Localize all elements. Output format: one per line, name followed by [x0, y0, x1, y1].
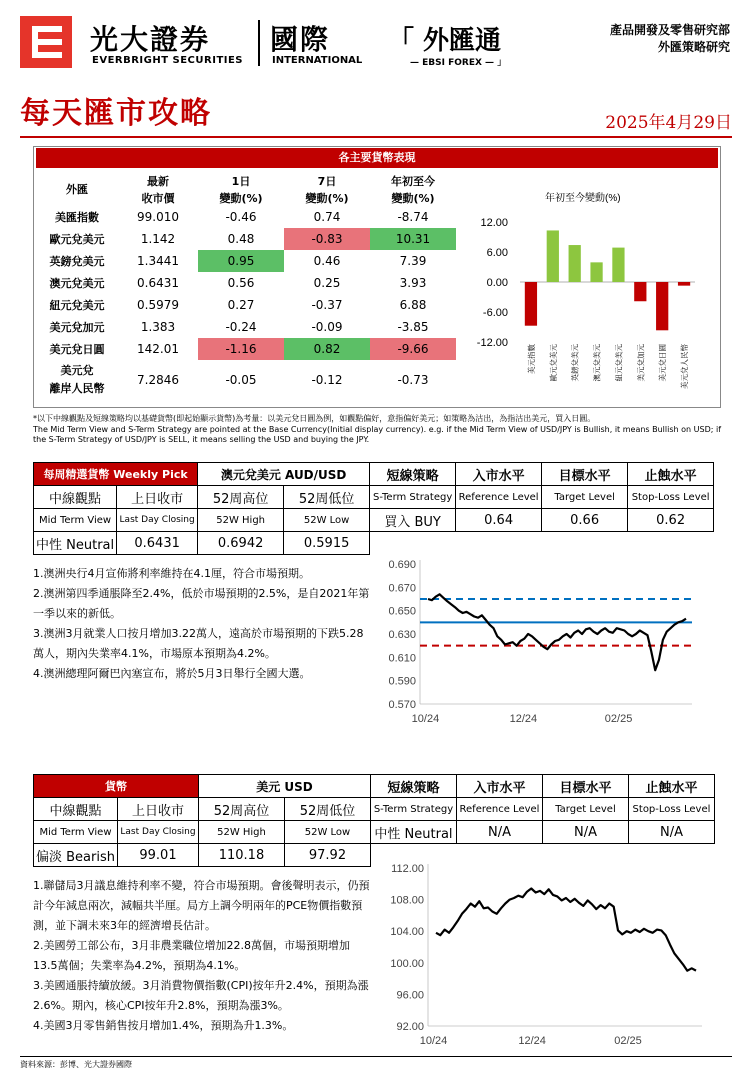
entry-header: 入市水平	[456, 463, 542, 486]
pair-label: 美匯指數	[55, 211, 99, 224]
entry-header-en: Reference Level	[456, 798, 542, 821]
pair-label	[36, 360, 118, 400]
report-date: 2025年4月29日	[605, 113, 732, 133]
y-tick-label: 0.570	[388, 699, 416, 711]
ytd-cell: 6.88	[399, 298, 427, 312]
last-close-header: 上日收市	[117, 798, 198, 821]
brand-name-cn: 光大證券	[90, 23, 211, 56]
y-tick-label: -12.00	[476, 337, 508, 349]
col-header-pair: 外匯	[66, 183, 88, 196]
weekly-pick-label: 每周精選貨幣 Weekly Pick	[34, 463, 198, 486]
d7-cell: -0.37	[311, 298, 343, 312]
y-tick-label: 0.610	[388, 652, 416, 665]
d1-cell: 0.48	[227, 232, 255, 246]
d1-cell: 0.56	[227, 276, 255, 290]
col-header-close: 最新	[147, 174, 169, 188]
usd-line-chart	[376, 860, 720, 1050]
aud-bullet-4: 4.澳洲總理阿爾巴內塞宣布，將於5月3日舉行全國大選。	[33, 667, 311, 680]
table-row	[36, 360, 456, 400]
strategy-value: 買入 BUY	[370, 509, 456, 532]
y-tick-label: 0.590	[388, 675, 416, 688]
ytd-cell: 3.93	[399, 276, 427, 290]
usd-bullet-1: 1.聯儲局3月議息維持利率不變，符合市場預期。會後聲明表示，仍預計今年減息兩次，減幅共半厘。局方上調今明兩年的PCE物價指數預測，並下調未來3年的經濟增長估計。	[33, 879, 370, 932]
department	[610, 22, 730, 56]
mid-view-header-en: Mid Term View	[34, 821, 118, 844]
close-cell: 1.142	[140, 232, 176, 246]
y-tick-label: 6.00	[486, 247, 508, 259]
y-tick-label: 0.650	[388, 605, 416, 618]
usd-pick-table	[33, 774, 715, 867]
bar	[612, 248, 624, 282]
high-value: 0.6942	[198, 532, 284, 555]
y-tick-label: 0.690	[388, 559, 416, 571]
x-tick-label: 美元兌日圓	[658, 344, 668, 382]
aud-bullet-2: 2.澳洲第四季通脹降至2.4%，低於市場預期的2.5%，是自2021年第一季以來的新低。	[33, 587, 370, 620]
bar	[656, 282, 668, 330]
department-line-2: 外匯策略研究	[657, 40, 730, 54]
y-tick-label: 92.00	[396, 1021, 424, 1033]
forex-brand-en: — EBSI FOREX — 」	[410, 58, 507, 68]
last-close-value: 0.6431	[117, 532, 198, 555]
mid-view-header: 中線觀點	[34, 486, 117, 509]
ytd-cell: -9.66	[370, 338, 456, 360]
pair-label: 紐元兌美元	[49, 299, 105, 312]
d1-cell: -0.05	[225, 373, 257, 387]
major-currency-table	[36, 172, 456, 400]
last-close-value: 99.01	[117, 844, 198, 867]
x-tick-label: 美元指數	[526, 344, 536, 374]
d7-cell: -0.83	[284, 228, 370, 250]
mid-view-header-en: Mid Term View	[34, 509, 117, 532]
department-line-1: 產品開發及零售研究部	[609, 23, 730, 37]
y-tick-label: 0.00	[486, 277, 508, 289]
ytd-cell: -0.73	[397, 373, 429, 387]
low-value: 97.92	[284, 844, 370, 867]
d1-cell: 0.95	[198, 250, 284, 272]
d7-cell: -0.12	[311, 373, 343, 387]
disclaimer-note	[33, 414, 733, 446]
y-tick-label: 108.00	[390, 894, 424, 907]
d7-cell: -0.09	[311, 320, 343, 334]
last-close-header-en: Last Day Closing	[117, 509, 198, 532]
stoploss-value: 0.62	[628, 509, 714, 532]
table-row	[36, 338, 456, 360]
high-header-en: 52W High	[198, 821, 284, 844]
ytd-cell: -3.85	[397, 320, 429, 334]
aud-pick-table	[33, 462, 714, 555]
close-cell: 99.010	[137, 210, 179, 224]
entry-header-en: Reference Level	[456, 486, 542, 509]
target-value: 0.66	[542, 509, 628, 532]
d7-cell: 0.82	[284, 338, 370, 360]
d1-cell: -1.16	[198, 338, 284, 360]
international-en: INTERNATIONAL	[272, 55, 363, 66]
international-cn: 國際	[270, 23, 331, 56]
close-cell: 7.2846	[137, 373, 179, 387]
source-footer: 資料來源：彭博、光大證券國際	[20, 1056, 732, 1070]
usd-bullet-4: 4.美國3月零售銷售按月增加1.4%，預期為升1.3%。	[33, 1019, 294, 1032]
d1-cell: 0.27	[227, 298, 255, 312]
close-cell: 1.383	[140, 320, 176, 334]
d7-cell: 0.25	[313, 276, 341, 290]
close-cell: 1.3441	[137, 254, 179, 268]
entry-header: 入市水平	[456, 775, 542, 798]
d7-cell: 0.46	[313, 254, 341, 268]
y-tick-label: 12.00	[480, 217, 508, 229]
x-tick-label: 10/24	[419, 1035, 448, 1047]
price-series-line	[428, 594, 686, 670]
bar	[525, 282, 537, 326]
stoploss-header: 止蝕水平	[628, 463, 714, 486]
strategy-header-en: S-Term Strategy	[370, 486, 456, 509]
target-header-en: Target Level	[542, 486, 628, 509]
close-cell: 0.6431	[137, 276, 179, 290]
y-tick-label: 0.670	[388, 582, 416, 595]
x-tick-label: 02/25	[614, 1035, 642, 1047]
brand-name-en: EVERBRIGHT SECURITIES	[92, 55, 244, 66]
forex-brand-cn: 「 外匯通	[388, 26, 502, 56]
ytd-cell: 10.31	[370, 228, 456, 250]
bar	[547, 230, 559, 282]
chart-title: 年初至今變動(%)	[545, 193, 621, 204]
d1-cell: -0.24	[225, 320, 257, 334]
target-header-en: Target Level	[542, 798, 628, 821]
bar	[678, 282, 690, 286]
table-row	[36, 316, 456, 338]
price-series-line	[436, 889, 696, 971]
stoploss-value: N/A	[628, 821, 714, 844]
col-header-7d: 7日	[317, 174, 337, 188]
x-tick-label: 澳元兌美元	[592, 344, 602, 382]
y-tick-label: 112.00	[391, 863, 424, 875]
title-rule	[20, 136, 732, 138]
close-cell: 142.01	[137, 342, 179, 356]
aud-pair-label: 澳元兌美元 AUD/USD	[198, 463, 370, 486]
bar	[590, 262, 602, 282]
col-header-1d: 1日	[231, 174, 251, 188]
high-header: 52周高位	[198, 486, 284, 509]
x-tick-label: 12/24	[518, 1035, 546, 1047]
aud-line-chart	[376, 556, 720, 728]
aud-bullet-1: 1.澳洲央行4月宣佈將利率維持在4.1厘，符合市場預期。	[33, 567, 310, 580]
pair-label: 美元兌加元	[49, 321, 105, 334]
pair-label: 歐元兌美元	[49, 233, 105, 246]
mid-view-value: 偏淡 Bearish	[34, 844, 118, 867]
pair-label-line-2: 離岸人民幣	[49, 382, 105, 395]
target-header: 目標水平	[542, 775, 628, 798]
table-row	[36, 294, 456, 316]
aud-commentary	[33, 564, 373, 684]
strategy-header: 短線策略	[370, 463, 456, 486]
strategy-header-en: S-Term Strategy	[370, 798, 456, 821]
usd-bullet-3: 3.美國通脹持續放緩。3月消費物價指數(CPI)按年升2.4%，預期為漲2.6%。期內，核心CPI按年升2.8%，預期為漲3%。	[33, 979, 369, 1012]
pair-label: 英鎊兌美元	[49, 255, 105, 268]
stoploss-header: 止蝕水平	[628, 775, 714, 798]
x-tick-label: 10/24	[411, 713, 440, 725]
y-tick-label: 96.00	[396, 989, 424, 1002]
target-value: N/A	[542, 821, 628, 844]
col-subheader-1d: 變動(%)	[219, 191, 263, 205]
entry-value: 0.64	[456, 509, 542, 532]
pair-label: 澳元兌美元	[49, 277, 105, 290]
mid-view-header: 中線觀點	[34, 798, 118, 821]
low-header-en: 52W Low	[284, 509, 370, 532]
last-close-header-en: Last Day Closing	[117, 821, 198, 844]
mid-view-value: 中性 Neutral	[34, 532, 117, 555]
close-cell: 0.5979	[137, 298, 179, 312]
x-tick-label: 12/24	[509, 713, 538, 725]
major-currency-banner: 各主要貨幣表現	[36, 148, 718, 168]
currency-label: 貨幣	[34, 775, 199, 798]
table-row	[36, 206, 456, 228]
bar	[569, 245, 581, 282]
y-tick-label: -6.00	[482, 307, 508, 319]
col-header-ytd: 年初至今	[391, 174, 435, 188]
stoploss-header-en: Stop-Loss Level	[628, 486, 714, 509]
y-tick-label: 104.00	[390, 926, 424, 939]
entry-value: N/A	[456, 821, 542, 844]
y-tick-label: 100.00	[390, 957, 424, 970]
last-close-header: 上日收市	[117, 486, 198, 509]
note-en: The Mid Term View and S-Term Strategy are pointed at the Base Currency(Initial display currency). e.g. if the Mid Term View of USD/JPY is Bullish, it means Bullish on USD; if the S-Term Strategy of USD/JPY is SELL, it means selling the USD and buying the JPY.	[33, 424, 722, 444]
page-title: 每天匯市攻略	[20, 96, 212, 131]
strategy-value: 中性 Neutral	[370, 821, 456, 844]
x-tick-label: 02/25	[604, 713, 633, 725]
usd-bullet-2: 2.美國勞工部公布，3月非農業職位增加22.8萬個，市場預期增加13.5萬個；失業率為4.2%，預期為4.1%。	[33, 939, 350, 972]
ytd-cell: -8.74	[397, 210, 429, 224]
low-header-en: 52W Low	[284, 821, 370, 844]
x-tick-label: 紐元兌美元	[614, 344, 624, 382]
header-divider	[258, 20, 260, 66]
note-cn: *以下中線觀點及短線策略均以基礎貨幣(即起始顯示貨幣)為考量：以美元兌日圓為例，如觀點偏好，意指偏好美元；如策略為沽出，為指沽出美元，買入日圓。	[33, 414, 596, 423]
col-subheader-ytd: 變動(%)	[391, 191, 435, 205]
table-row	[36, 272, 456, 294]
ytd-cell: 7.39	[399, 254, 427, 268]
x-tick-label: 英鎊兌美元	[570, 344, 580, 382]
high-header: 52周高位	[198, 798, 284, 821]
table-row	[36, 228, 456, 250]
col-subheader-7d: 變動(%)	[305, 191, 349, 205]
everbright-logo	[20, 16, 72, 68]
x-tick-label: 美元兌加元	[636, 344, 646, 382]
x-tick-label: 美元兌人民幣	[680, 344, 690, 389]
usd-pair-label: 美元 USD	[198, 775, 370, 798]
y-tick-label: 0.630	[388, 629, 416, 641]
x-tick-label: 歐元兌美元	[548, 344, 558, 382]
ytd-bar-chart	[470, 180, 720, 406]
pair-label-line-1: 美元兌	[60, 364, 94, 377]
usd-commentary	[33, 876, 373, 1036]
high-value: 110.18	[198, 844, 284, 867]
strategy-header: 短線策略	[370, 775, 456, 798]
table-row	[36, 250, 456, 272]
target-header: 目標水平	[542, 463, 628, 486]
d7-cell: 0.74	[313, 210, 341, 224]
col-subheader-close: 收市價	[141, 191, 175, 205]
low-header: 52周低位	[284, 798, 370, 821]
stoploss-header-en: Stop-Loss Level	[628, 798, 714, 821]
low-value: 0.5915	[284, 532, 370, 555]
bar	[634, 282, 646, 301]
aud-bullet-3: 3.澳洲3月就業人口按月增加3.22萬人，遠高於市場預期的下跌5.28萬人，期內失業率4.1%，市場原本預期為4.2%。	[33, 627, 364, 660]
low-header: 52周低位	[284, 486, 370, 509]
d1-cell: -0.46	[225, 210, 257, 224]
high-header-en: 52W High	[198, 509, 284, 532]
pair-label: 美元兌日圓	[49, 343, 105, 356]
